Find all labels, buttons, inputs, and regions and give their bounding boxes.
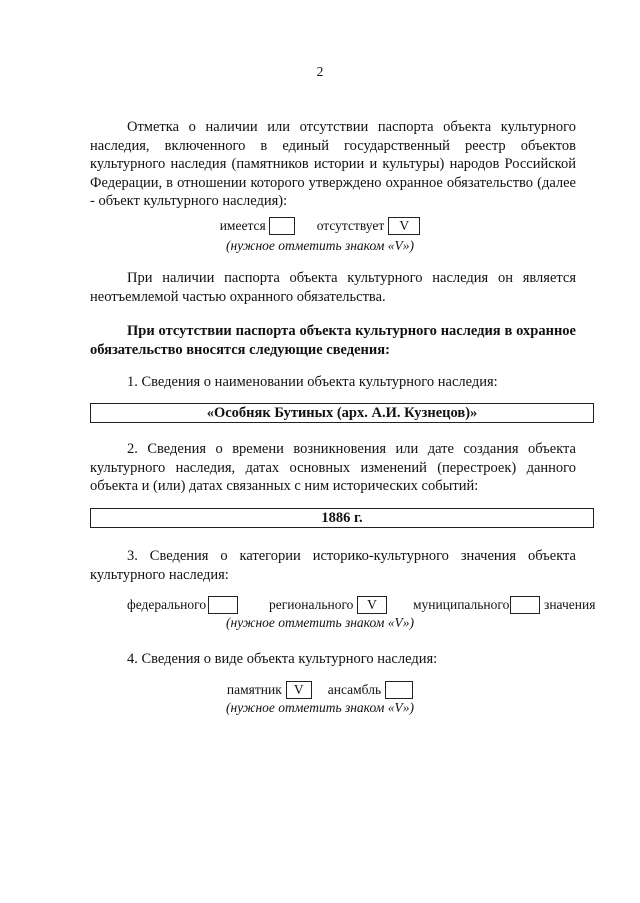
federal-checkbox[interactable] — [208, 596, 238, 614]
object-type-row — [0, 681, 640, 699]
significance-suffix: значения — [544, 597, 596, 612]
passport-check-row — [0, 217, 640, 235]
section4-label: 4. Сведения о виде объекта культурного наследия: — [127, 651, 438, 667]
category-row — [127, 596, 597, 616]
creation-date-field: 1886 г. — [90, 508, 594, 528]
municipal-label: муниципального — [413, 597, 510, 612]
intro-paragraph: Отметка о наличии или отсутствии паспорта объекта культурного наследия, включенного в единый государственный реестр объектов культурного наследия (памятников истории и культуры) народов Российской Федерации, в отношении которого утверждено охранное обязательство (далее - объект культурного наследия): — [90, 119, 576, 210]
category-note: (нужное отметить знаком «V») — [226, 615, 414, 630]
object-type-note: (нужное отметить знаком «V») — [226, 700, 414, 715]
monument-checkbox[interactable]: V — [286, 681, 312, 699]
regional-label: регионального — [269, 597, 354, 612]
section2-label: 2. Сведения о времени возникновения или дате создания объекта культурного наследия, датах основных изменений (перестроек) данного объекта и (или) датах связанных с ним исторических событий: — [90, 441, 576, 495]
passport-check-note: (нужное отметить знаком «V») — [226, 238, 414, 253]
federal-label: федерального — [127, 597, 207, 612]
absent-checkbox[interactable]: V — [388, 217, 420, 235]
absence-heading: При отсутствии паспорта объекта культурного наследия в охранное обязательство вносятся следующие сведения: — [90, 323, 576, 358]
present-label: имеется — [219, 218, 266, 233]
section1-label: 1. Сведения о наименовании объекта культурного наследия: — [127, 374, 498, 390]
present-checkbox[interactable] — [269, 217, 295, 235]
municipal-checkbox[interactable] — [510, 596, 540, 614]
page-number: 2 — [316, 64, 324, 79]
monument-label: памятник — [226, 682, 282, 697]
regional-checkbox[interactable]: V — [357, 596, 387, 614]
passport-info-paragraph: При наличии паспорта объекта культурного наследия он является неотъемлемой частью охранного обязательства. — [90, 270, 576, 305]
section3-label: 3. Сведения о категории историко-культурного значения объекта культурного наследия: — [90, 548, 576, 583]
ensemble-checkbox[interactable] — [385, 681, 413, 699]
ensemble-label: ансамбль — [327, 682, 382, 697]
absent-label: отсутствует — [316, 218, 385, 233]
object-name-field: «Особняк Бутиных (арх. А.И. Кузнецов)» — [90, 403, 594, 423]
